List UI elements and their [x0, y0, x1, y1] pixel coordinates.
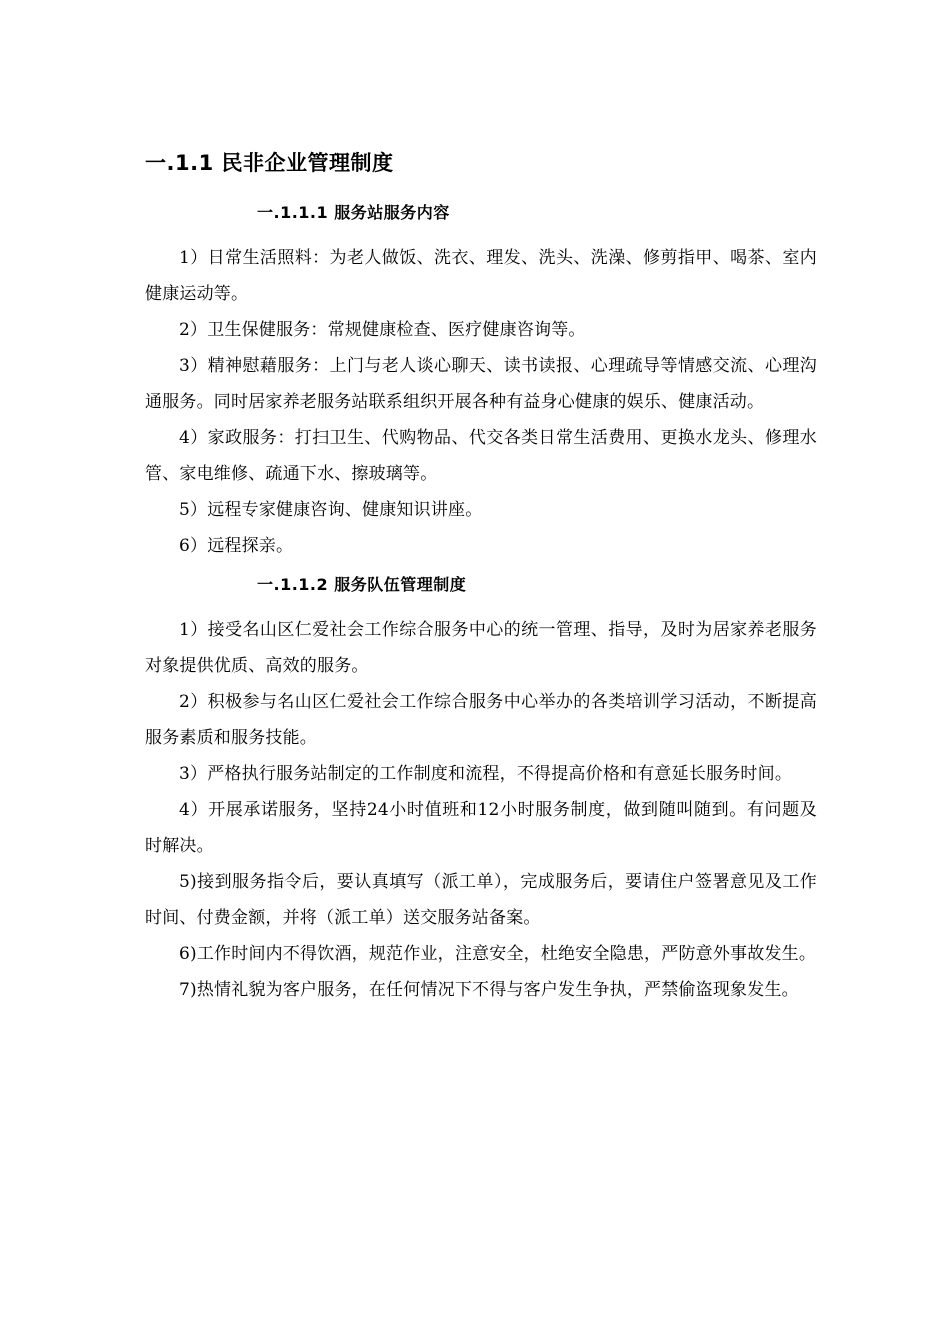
- document-body: [145, 148, 817, 1008]
- paragraph-rule-5: 5)接到服务指令后，要认真填写（派工单），完成服务后，要请住户签署意见及工作时间、付费金额，并将（派工单）送交服务站备案。: [145, 872, 817, 928]
- section-gap: [145, 564, 817, 572]
- heading-team-management: 一.1.1.2 服务队伍管理制度: [257, 575, 467, 594]
- paragraph-rule-1: 1）接受名山区仁爱社会工作综合服务中心的统一管理、指导，及时为居家养老服务对象提供优质、高效的服务。: [145, 620, 817, 676]
- paragraph-spiritual-comfort: 3）精神慰藉服务：上门与老人谈心聊天、读书读报、心理疏导等情感交流、心理沟通服务。同时居家养老服务站联系组织开展各种有益身心健康的娱乐、健康活动。: [145, 356, 817, 412]
- paragraph-rule-6: 6)工作时间内不得饮酒，规范作业，注意安全，杜绝安全隐患，严防意外事故发生。: [179, 944, 817, 964]
- paragraph-housekeeping: 4）家政服务：打扫卫生、代购物品、代交各类日常生活费用、更换水龙头、修理水管、家电维修、疏通下水、擦玻璃等。: [145, 428, 817, 484]
- heading-service-content: 一.1.1.1 服务站服务内容: [257, 203, 450, 222]
- paragraph-rule-2: 2）积极参与名山区仁爱社会工作综合服务中心举办的各类培训学习活动，不断提高服务素质和服务技能。: [145, 692, 817, 748]
- paragraph-rule-4: 4）开展承诺服务，坚持24小时值班和12小时服务制度，做到随叫随到。有问题及时解决。: [145, 800, 817, 856]
- paragraph-remote-consult: 5）远程专家健康咨询、健康知识讲座。: [179, 500, 483, 520]
- paragraph-remote-visit: 6）远程探亲。: [179, 536, 294, 556]
- paragraph-health-care: 2）卫生保健服务：常规健康检查、医疗健康咨询等。: [179, 320, 586, 340]
- paragraph-daily-care: 1）日常生活照料：为老人做饭、洗衣、理发、洗头、洗澡、修剪指甲、喝茶、室内健康运动等。: [145, 248, 817, 304]
- heading-level-1: 一.1.1 民非企业管理制度: [145, 151, 394, 175]
- paragraph-rule-3: 3）严格执行服务站制定的工作制度和流程，不得提高价格和有意延长服务时间。: [179, 764, 793, 784]
- paragraph-rule-7: 7)热情礼貌为客户服务，在任何情况下不得与客户发生争执，严禁偷盗现象发生。: [179, 980, 799, 1000]
